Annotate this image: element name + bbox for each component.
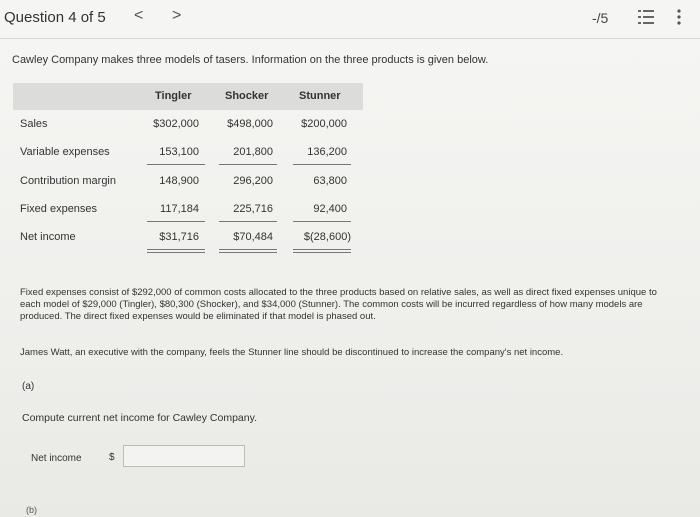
double-rule (219, 249, 277, 250)
row-label-variable-expenses: Variable expenses (20, 146, 110, 158)
variable-expenses-stunner: 136,200 (307, 146, 347, 158)
fixed-expenses-tingler: 117,184 (160, 203, 199, 215)
next-question-button[interactable]: > (172, 7, 182, 24)
question-score: -/5 (592, 10, 609, 26)
double-rule (293, 249, 351, 250)
contribution-margin-shocker: 296,200 (233, 175, 273, 187)
sales-tingler: $302,000 (153, 118, 199, 130)
row-label-sales: Sales (20, 118, 48, 130)
question-counter: Question 4 of 5 (4, 9, 106, 26)
net-income-shocker: $70,484 (233, 231, 273, 243)
subtotal-rule (147, 221, 205, 222)
currency-symbol: $ (109, 452, 115, 463)
row-label-contribution-margin: Contribution margin (20, 175, 116, 187)
row-label-net-income: Net income (20, 231, 76, 243)
contribution-margin-tingler: 148,900 (159, 175, 199, 187)
subtotal-rule (147, 164, 205, 165)
net-income-field-label: Net income (31, 453, 82, 464)
sales-shocker: $498,000 (227, 118, 273, 130)
part-a-label: (a) (22, 381, 35, 392)
double-rule (219, 252, 277, 253)
kebab-menu-icon[interactable] (676, 8, 682, 26)
column-header-shocker: Shocker (225, 90, 269, 102)
double-rule (147, 249, 205, 250)
subtotal-rule (219, 164, 277, 165)
contribution-margin-stunner: 63,800 (313, 175, 347, 187)
previous-question-button[interactable]: < (134, 7, 144, 24)
subtotal-rule (293, 221, 351, 222)
list-icon[interactable] (638, 9, 654, 25)
part-a-instruction: Compute current net income for Cawley Company. (22, 412, 257, 424)
net-income-tingler: $31,716 (159, 231, 199, 243)
column-header-tingler: Tingler (155, 90, 192, 102)
subtotal-rule (293, 164, 351, 165)
double-rule (293, 252, 351, 253)
fixed-expenses-stunner: 92,400 (313, 203, 347, 215)
fixed-expenses-shocker: 225,716 (233, 203, 273, 215)
net-income-stunner: $(28,600) (303, 231, 351, 243)
question-header (0, 0, 700, 39)
net-income-input[interactable] (123, 445, 245, 467)
part-b-label: (b) (26, 505, 37, 515)
variable-expenses-shocker: 201,800 (233, 146, 273, 158)
variable-expenses-tingler: 153,100 (159, 146, 199, 158)
column-header-stunner: Stunner (299, 90, 341, 102)
product-income-table (13, 83, 363, 258)
fixed-expenses-paragraph: Fixed expenses consist of $292,000 of common costs allocated to the three products based on relative sales, as well as direct fixed expenses unique to each model of $29,000 (Tingler), $80,300 (Shocker), and $34,000 (Stunner). The common costs will be incurred regardless of how many models are produced. The direct fixed expenses would be eliminated if that model is phased out. (20, 287, 657, 322)
problem-intro: Cawley Company makes three models of tasers. Information on the three products is given below. (12, 54, 489, 66)
double-rule (147, 252, 205, 253)
executive-paragraph: James Watt, an executive with the company, feels the Stunner line should be discontinued to increase the company's net income. (20, 347, 564, 358)
sales-stunner: $200,000 (301, 118, 347, 130)
subtotal-rule (219, 221, 277, 222)
row-label-fixed-expenses: Fixed expenses (20, 203, 98, 215)
